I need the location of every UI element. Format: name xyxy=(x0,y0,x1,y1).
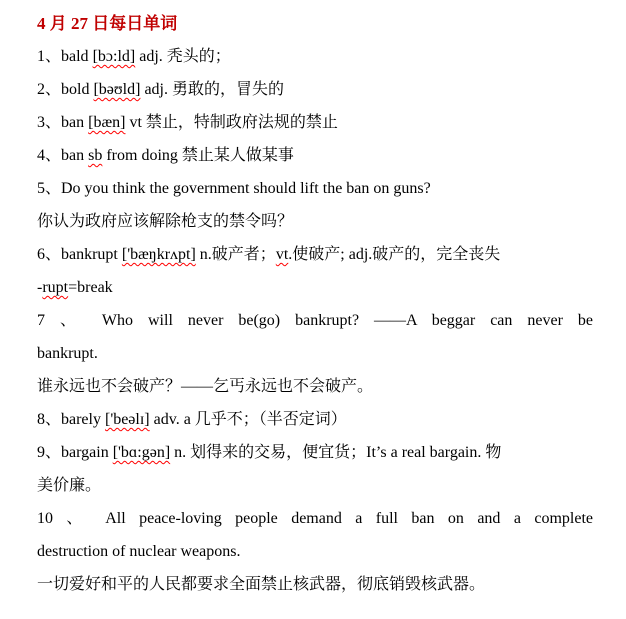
entry-6 xyxy=(37,238,593,271)
entry-9 xyxy=(37,436,593,469)
entry-9-definition: n. 划得来的交易，便宜货；It’s a real bargain. 物 xyxy=(170,444,502,461)
entry-1-definition: adj. 秃头的； xyxy=(135,48,231,65)
entry-7-example-cont: bankrupt. xyxy=(37,345,98,362)
entry-5-example: 5、Do you think the government should lift the ban on guns? xyxy=(37,180,431,197)
entry-6-word: 6、bankrupt xyxy=(37,246,122,263)
entry-3 xyxy=(37,106,593,139)
entry-4-phrase-start: 4、ban xyxy=(37,147,89,164)
entry-2-word: 2、bold xyxy=(37,81,94,98)
entry-3-word: 3、ban xyxy=(37,114,89,131)
root-meaning: =break xyxy=(68,279,113,296)
entry-7-example: 7 、 Who will never be(go) bankrupt? ——A beggar can never be xyxy=(37,312,593,329)
entry-4-abbreviation: sb xyxy=(88,147,103,164)
entry-6-definition-rest: .使破产; adj.破产的，完全丧失 xyxy=(288,246,501,263)
entry-3-phonetic: [bæn] xyxy=(88,114,126,131)
entry-6-noun-definition: n.破产者； xyxy=(195,246,276,263)
document-title: 4 月 27 日每日单词 xyxy=(37,14,178,33)
entry-6-verb-label: vt xyxy=(275,246,289,263)
entry-4-definition: from doing 禁止某人做某事 xyxy=(102,147,294,164)
entry-10-example: 10 、 All peace-loving people demand a full ban on and a complete xyxy=(37,510,593,527)
entry-3-definition: vt 禁止，特制政府法规的禁止 xyxy=(125,114,338,131)
entry-8-word: 8、barely xyxy=(37,411,105,428)
document-body xyxy=(37,8,593,601)
entry-8-definition: adv. a 几乎不；（半否定词） xyxy=(149,411,347,428)
entry-1 xyxy=(37,40,593,73)
entry-6-root-note xyxy=(37,271,593,304)
root-dash: - xyxy=(37,279,43,296)
entry-9-definition-cont: 美价廉。 xyxy=(37,477,102,494)
entry-2-phonetic: [bəʊld] xyxy=(93,81,141,98)
entry-2-definition: adj. 勇敢的，冒失的 xyxy=(140,81,284,98)
root-word: rupt xyxy=(42,279,69,296)
entry-8 xyxy=(37,403,593,436)
entry-9-phonetic: ['bɑ:gən] xyxy=(112,444,171,461)
entry-2 xyxy=(37,73,593,106)
entry-1-phonetic: [bɔ:ld] xyxy=(92,48,136,65)
entry-8-phonetic: ['beəlɪ] xyxy=(104,411,150,428)
entry-5-translation: 你认为政府应该解除枪支的禁令吗？ xyxy=(37,213,294,230)
entry-4 xyxy=(37,139,593,172)
entry-1-word: 1、bald xyxy=(37,48,93,65)
entry-9-word: 9、bargain xyxy=(37,444,113,461)
entry-10-translation: 一切爱好和平的人民都要求全面禁止核武器，彻底销毁核武器。 xyxy=(37,576,486,593)
entry-6-phonetic: ['bæŋkrʌpt] xyxy=(121,246,196,263)
entry-7-translation: 谁永远也不会破产？——乞丐永远也不会破产。 xyxy=(37,378,374,395)
entry-10-example-cont: destruction of nuclear weapons. xyxy=(37,543,241,560)
